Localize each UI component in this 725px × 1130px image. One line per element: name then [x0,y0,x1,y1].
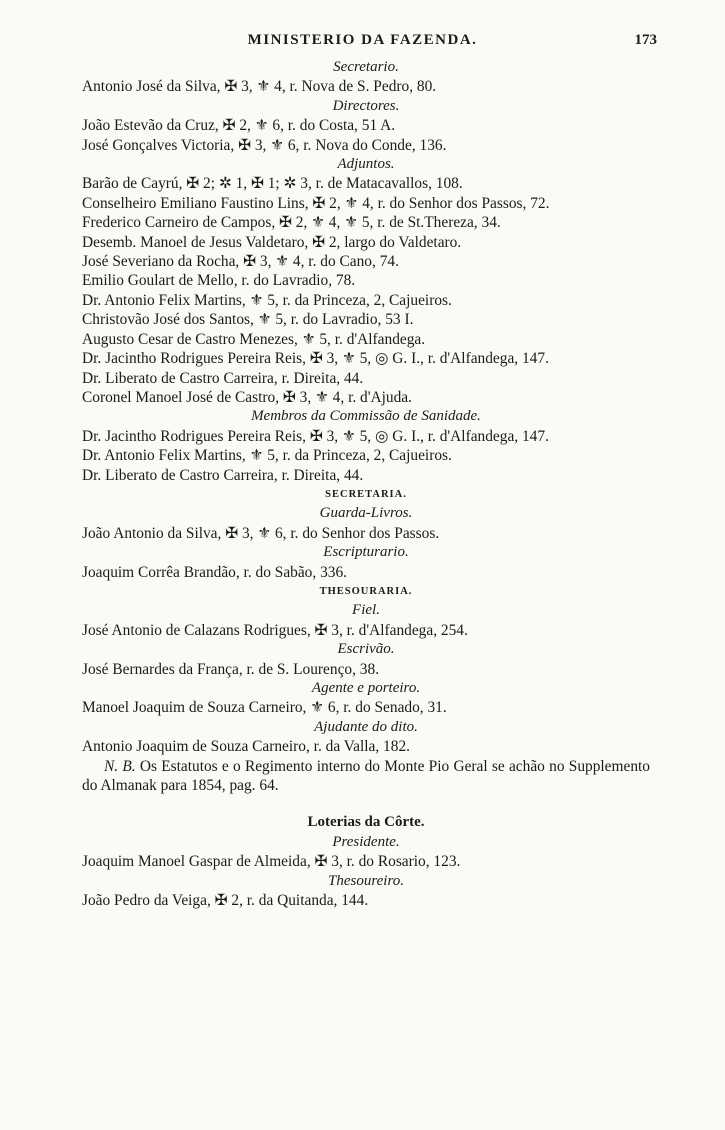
running-title: MINISTERIO DA FAZENDA. [247,32,478,48]
role-heading: Guarda-Livros. [319,505,413,522]
directory-entry: Joaquim Manoel Gaspar de Almeida, ✠ 3, r. do Rosario, 123. [82,853,461,871]
directory-entry: Emilio Goulart de Mello, r. do Lavradio, 78. [82,272,356,290]
section-heading: Loterias da Côrte. [307,814,425,831]
page-body [82,58,650,910]
directory-entry: Dr. Jacintho Rodrigues Pereira Reis, ✠ 3, ⚜ 5, ◎ G. I., r. d'Alfandega, 147. [82,427,549,445]
directory-entry: José Severiano da Rocha, ✠ 3, ⚜ 4, r. do Cano, 74. [82,253,399,271]
directory-entry: João Estevão da Cruz, ✠ 2, ⚜ 6, r. do Costa, 51 A. [82,117,396,135]
directory-entry: Dr. Liberato de Castro Carreira, r. Direita, 44. [82,466,364,484]
role-heading: Presidente. [332,833,400,850]
directory-entry: Conselheiro Emiliano Faustino Lins, ✠ 2, ⚜ 4, r. do Senhor dos Passos, 72. [82,194,550,212]
directory-entry: Augusto Cesar de Castro Menezes, ⚜ 5, r. d'Alfandega. [82,330,426,348]
role-heading: Membros da Commissão de Sanidade. [251,408,481,425]
directory-entry: José Antonio de Calazans Rodrigues, ✠ 3, r. d'Alfandega, 254. [82,621,468,639]
role-heading: Adjuntos. [337,156,395,173]
directory-entry: Barão de Cayrú, ✠ 2; ✲ 1, ✠ 1; ✲ 3, r. de Matacavallos, 108. [82,175,463,193]
directory-entry: Frederico Carneiro de Campos, ✠ 2, ⚜ 4, ⚜ 5, r. de St.Thereza, 34. [82,214,501,232]
note-lead: N. B. [104,757,136,775]
directory-entry: João Pedro da Veiga, ✠ 2, r. da Quitanda, 144. [82,892,369,910]
directory-entry: Desemb. Manoel de Jesus Valdetaro, ✠ 2, largo do Valdetaro. [82,233,462,251]
spacer [82,795,650,813]
note-paragraph [82,757,650,796]
role-heading: Fiel. [352,602,380,619]
role-heading: Escripturario. [323,544,409,561]
directory-entry: Antonio José da Silva, ✠ 3, ⚜ 4, r. Nova de S. Pedro, 80. [82,78,437,96]
directory-entry: João Antonio da Silva, ✠ 3, ⚜ 6, r. do Senhor dos Passos. [82,524,440,542]
role-heading: Escrivão. [337,641,395,658]
subsection-heading: THESOURARIA. [319,585,413,597]
directory-entry: Dr. Jacintho Rodrigues Pereira Reis, ✠ 3, ⚜ 5, ◎ G. I., r. d'Alfandega, 147. [82,350,549,368]
directory-entry: Manoel Joaquim de Souza Carneiro, ⚜ 6, r. do Senado, 31. [82,699,447,717]
directory-entry: Coronel Manoel José de Castro, ✠ 3, ⚜ 4, r. d'Ajuda. [82,388,412,406]
role-heading: Thesoureiro. [328,872,404,889]
page-header [0,32,725,56]
note-text: Os Estatutos e o Regimento interno do Monte Pio Geral se achão no Supplemento do Almanak para 1854, pag. 64. [82,757,650,795]
directory-entry: José Gonçalves Victoria, ✠ 3, ⚜ 6, r. Nova do Conde, 136. [82,136,447,154]
role-heading: Directores. [332,97,400,114]
directory-entry: José Bernardes da França, r. de S. Lourenço, 38. [82,660,380,678]
directory-entry: Antonio Joaquim de Souza Carneiro, r. da Valla, 182. [82,738,410,756]
directory-entry: Christovão José dos Santos, ⚜ 5, r. do Lavradio, 53 I. [82,311,414,329]
subsection-heading: SECRETARIA. [325,488,407,500]
role-heading: Ajudante do dito. [314,718,418,735]
page-number: 173 [634,32,657,48]
role-heading: Secretario. [333,59,399,75]
role-heading: Agente e porteiro. [311,680,421,696]
directory-entry: Dr. Liberato de Castro Carreira, r. Direita, 44. [82,369,364,387]
directory-entry: Dr. Antonio Felix Martins, ⚜ 5, r. da Princeza, 2, Cajueiros. [82,447,452,465]
directory-entry: Joaquim Corrêa Brandão, r. do Sabão, 336. [82,563,348,581]
directory-entry: Dr. Antonio Felix Martins, ⚜ 5, r. da Princeza, 2, Cajueiros. [82,291,452,309]
